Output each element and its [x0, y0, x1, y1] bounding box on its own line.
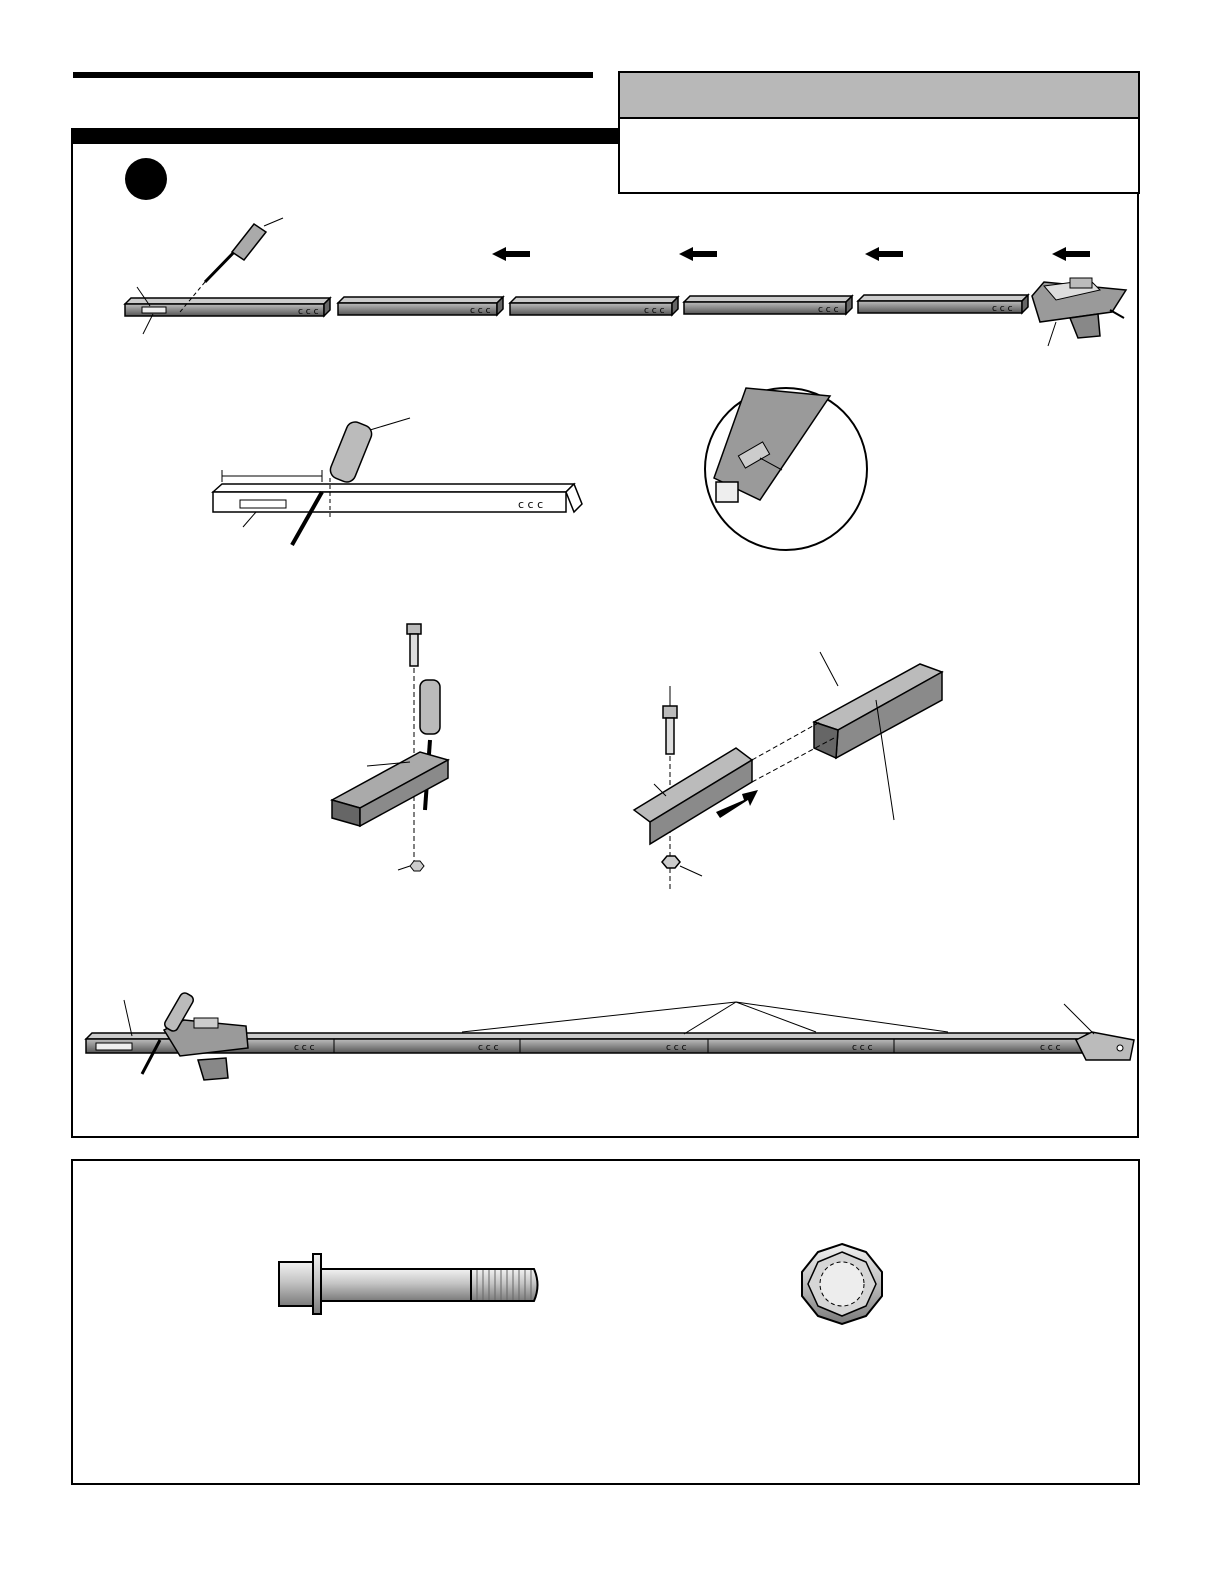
- rail-section-3: [510, 297, 678, 316]
- svg-text:c c c: c c c: [298, 307, 319, 317]
- leader-lines-row1: [137, 218, 1056, 346]
- lock-nut-icon: [410, 861, 424, 871]
- rail-section-2: [338, 297, 503, 316]
- rail-section-1: [125, 298, 330, 317]
- rail-section-4: [684, 296, 852, 315]
- bolt-assembly-left: [332, 624, 448, 871]
- bracket-icon: [1076, 1032, 1134, 1060]
- trolley-icon: [1032, 278, 1126, 338]
- svg-text:c c c: c c c: [666, 1043, 687, 1053]
- rail-detail-left: [213, 418, 582, 545]
- lock-nut-icon: [662, 856, 680, 868]
- assembled-rail: [86, 991, 1134, 1080]
- svg-text:c c c: c c c: [478, 1043, 499, 1053]
- svg-text:c c c: c c c: [470, 306, 491, 316]
- arrow-left-icon: [492, 247, 1090, 261]
- magnified-detail: [705, 388, 867, 550]
- svg-text:c c c: c c c: [644, 306, 665, 316]
- svg-text:c c c: c c c: [852, 1043, 873, 1053]
- svg-text:c c c: c c c: [992, 304, 1013, 314]
- bolt-icon: [663, 706, 677, 754]
- bolt-icon: [407, 624, 421, 666]
- svg-text:c c c: c c c: [294, 1043, 315, 1053]
- svg-text:c c c: c c c: [518, 498, 544, 511]
- hardware-panel: [71, 1159, 1140, 1485]
- bolt-assembly-right: [634, 652, 942, 890]
- screwdriver-icon: [292, 419, 374, 545]
- exploded-rail-row: [125, 218, 1126, 346]
- rail-section-5: [858, 295, 1028, 314]
- svg-text:c c c: c c c: [818, 305, 839, 315]
- svg-text:c c c: c c c: [1040, 1043, 1061, 1053]
